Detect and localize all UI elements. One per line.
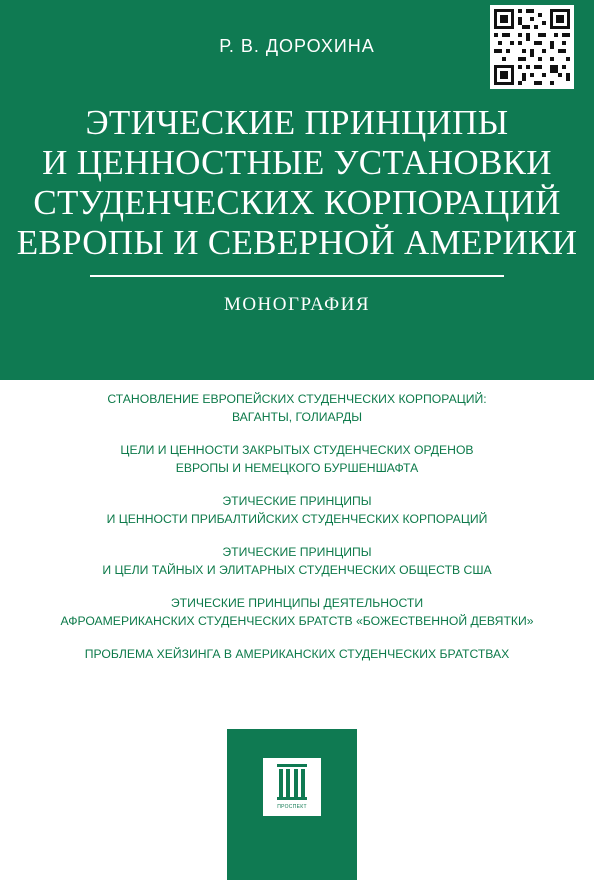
contents-list [0,390,594,678]
title-line: ЭТИЧЕСКИЕ ПРИНЦИПЫ [85,103,509,142]
contents-line: И ЦЕЛИ ТАЙНЫХ И ЭЛИТАРНЫХ СТУДЕНЧЕСКИХ ОБЩЕСТВ США [102,563,492,577]
title-line: ЕВРОПЫ И СЕВЕРНОЙ АМЕРИКИ [16,223,578,262]
contents-entry [0,645,594,663]
contents-entry [0,543,594,579]
contents-line: СТАНОВЛЕНИЕ ЕВРОПЕЙСКИХ СТУДЕНЧЕСКИХ КОРПОРАЦИЙ: [107,392,487,406]
contents-line: ЭТИЧЕСКИЕ ПРИНЦИПЫ ДЕЯТЕЛЬНОСТИ [170,596,424,610]
contents-line: ЦЕЛИ И ЦЕННОСТИ ЗАКРЫТЫХ СТУДЕНЧЕСКИХ ОРДЕНОВ [120,443,474,457]
contents-entry [0,441,594,477]
publisher-name: ПРОСПЕКТ [277,804,307,810]
contents-entry [0,390,594,426]
contents-line: АФРОАМЕРИКАНСКИХ СТУДЕНЧЕСКИХ БРАТСТВ «БОЖЕСТВЕННОЙ ДЕВЯТКИ» [60,614,534,628]
contents-entry [0,492,594,528]
contents-entry [0,594,594,630]
book-title [0,103,594,263]
qr-code-icon [490,5,574,89]
contents-line: ВАГАНТЫ, ГОЛИАРДЫ [231,410,363,424]
contents-line: ПРОБЛЕМА ХЕЙЗИНГА В АМЕРИКАНСКИХ СТУДЕНЧЕСКИХ БРАТСТВАХ [84,647,510,661]
title-line: И ЦЕННОСТНЫЕ УСТАНОВКИ [42,143,552,182]
book-genre: МОНОГРАФИЯ [223,294,371,315]
title-line: СТУДЕНЧЕСКИХ КОРПОРАЦИЙ [33,183,561,222]
contents-line: ЕВРОПЫ И НЕМЕЦКОГО БУРШЕНШАФТА [175,461,419,475]
contents-line: ЭТИЧЕСКИЕ ПРИНЦИПЫ [222,545,372,559]
contents-line: И ЦЕННОСТИ ПРИБАЛТИЙСКИХ СТУДЕНЧЕСКИХ КОРПОРАЦИЙ [106,512,488,526]
title-divider [90,275,504,277]
author-name: Р. В. ДОРОХИНА [219,36,375,56]
contents-line: ЭТИЧЕСКИЕ ПРИНЦИПЫ [222,494,372,508]
